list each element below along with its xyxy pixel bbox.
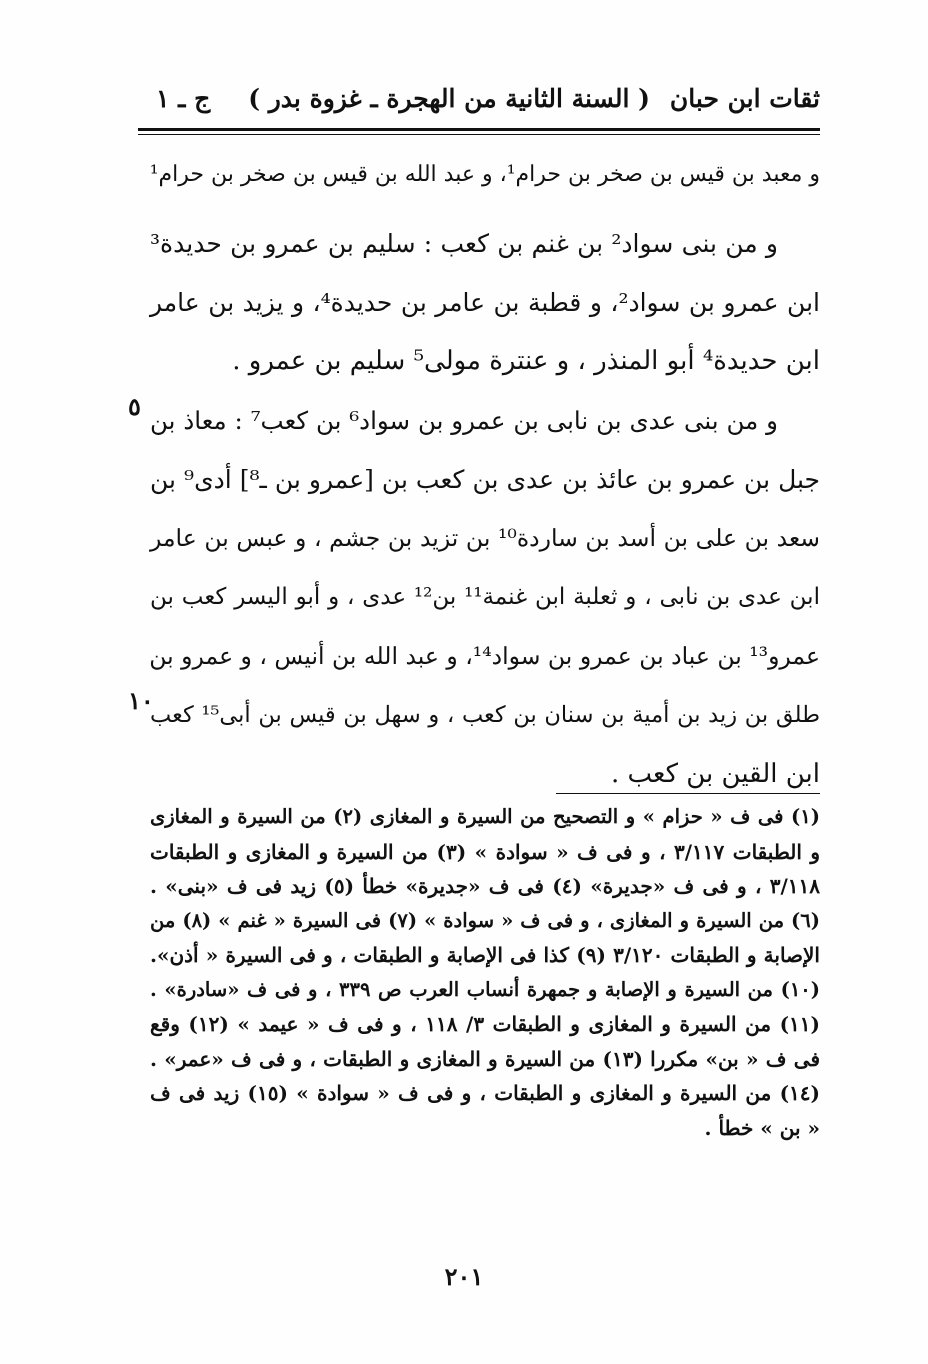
text-line: ابن القين بن كعب . bbox=[611, 759, 820, 789]
footnote-line: فى ف « بن» مكررا (١٣) من السيرة و المغازى و الطبقات ، و فى ف «عمر» . bbox=[150, 1046, 821, 1071]
text-line: سعد بن على بن أسد بن ساردة¹⁰ بن تزيد بن جشم ، و عبس بن عامر bbox=[150, 524, 820, 552]
footnote-line: (١٤) من السيرة و المغازى و الطبقات ، و فى ف « سوادة » (١٥) زيد فى ف bbox=[150, 1081, 820, 1105]
text-line: عمرو¹³ بن عباد بن عمرو بن سواد¹⁴، و عبد الله بن أنيس ، و عمرو بن bbox=[149, 642, 820, 670]
footnote-line: (١٠) من السيرة و الإصابة و جمهرة أنساب العرب ص ٣٣٩ ، و فى ف «سادرة» . bbox=[150, 977, 821, 1001]
section-title: ( السنة الثانية من الهجرة ـ غزوة بدر ) bbox=[248, 84, 650, 113]
margin-line-number-5: ٥ bbox=[128, 392, 141, 421]
footnote-line: « بن » خطأ . bbox=[704, 1115, 820, 1140]
page-number: ٢٠١ bbox=[444, 1262, 484, 1291]
volume-number: ج ـ ١ bbox=[156, 84, 211, 113]
margin-line-number-10: ١٠ bbox=[128, 686, 154, 715]
text-line: ابن حديدة⁴ أبو المنذر ، و عنترة مولى⁵ سليم بن عمرو . bbox=[232, 346, 820, 376]
footnote-line: الإصابة و الطبقات ٣/١٢٠ (٩) كذا فى الإصابة و الطبقات ، و فى السيرة « أذن». bbox=[150, 943, 820, 967]
header-rule-thin bbox=[138, 134, 820, 135]
footnote-line: (١) فى ف « حزام » و التصحيح من السيرة و المغازى (٢) من السيرة و المغازى bbox=[150, 805, 820, 828]
footnote-separator bbox=[556, 793, 820, 794]
footnote-line: (١١) من السيرة و المغازى و الطبقات ٣/ ١١٨ ، و فى ف « عيمد » (١٢) وقع bbox=[150, 1012, 820, 1036]
text-line: ابن عدى بن نابى ، و ثعلبة ابن غنمة¹¹ بن¹² عدى ، و أبو اليسر كعب بن bbox=[150, 584, 820, 610]
book-title: ثقات ابن حبان bbox=[669, 84, 820, 113]
text-line: و من بنى سواد² بن غنم بن كعب : سليم بن عمرو بن حديدة³ bbox=[150, 229, 778, 258]
header-rule-thick bbox=[138, 128, 820, 131]
footnote-line: ٣/١١٨ ، و فى ف «جديرة» (٤) فى ف «جديرة» خطأ (٥) زيد فى ف «بنى» . bbox=[150, 874, 821, 898]
footnote-line: و الطبقات ٣/١١٧ ، و فى ف « سوادة » (٣) من السيرة و المغازى و الطبقات bbox=[150, 839, 820, 864]
text-line: طلق بن زيد بن أمية بن سنان بن كعب ، و سهل بن قيس بن أبى¹⁵ كعب bbox=[150, 702, 820, 728]
text-line: و من بنى عدى بن نابى بن عمرو بن سواد⁶ بن كعب⁷ : معاذ بن bbox=[150, 406, 778, 435]
footnote-line: (٦) من السيرة و المغازى ، و فى ف « سوادة » (٧) فى السيرة « غنم » (٨) من bbox=[150, 908, 821, 932]
text-line: ابن عمرو بن سواد²، و قطبة بن عامر بن حديدة⁴، و يزيد بن عامر bbox=[150, 288, 820, 317]
running-header bbox=[150, 78, 820, 124]
main-text bbox=[150, 145, 820, 804]
footnotes bbox=[150, 800, 820, 1145]
text-line: و معبد بن قيس بن صخر بن حرام¹، و عبد الله بن قيس بن صخر بن حرام¹ bbox=[149, 162, 820, 187]
text-line: جبل بن عمرو بن عائذ بن عدى بن كعب بن [عمرو بن ـ⁸] أدى⁹ بن bbox=[150, 465, 821, 494]
